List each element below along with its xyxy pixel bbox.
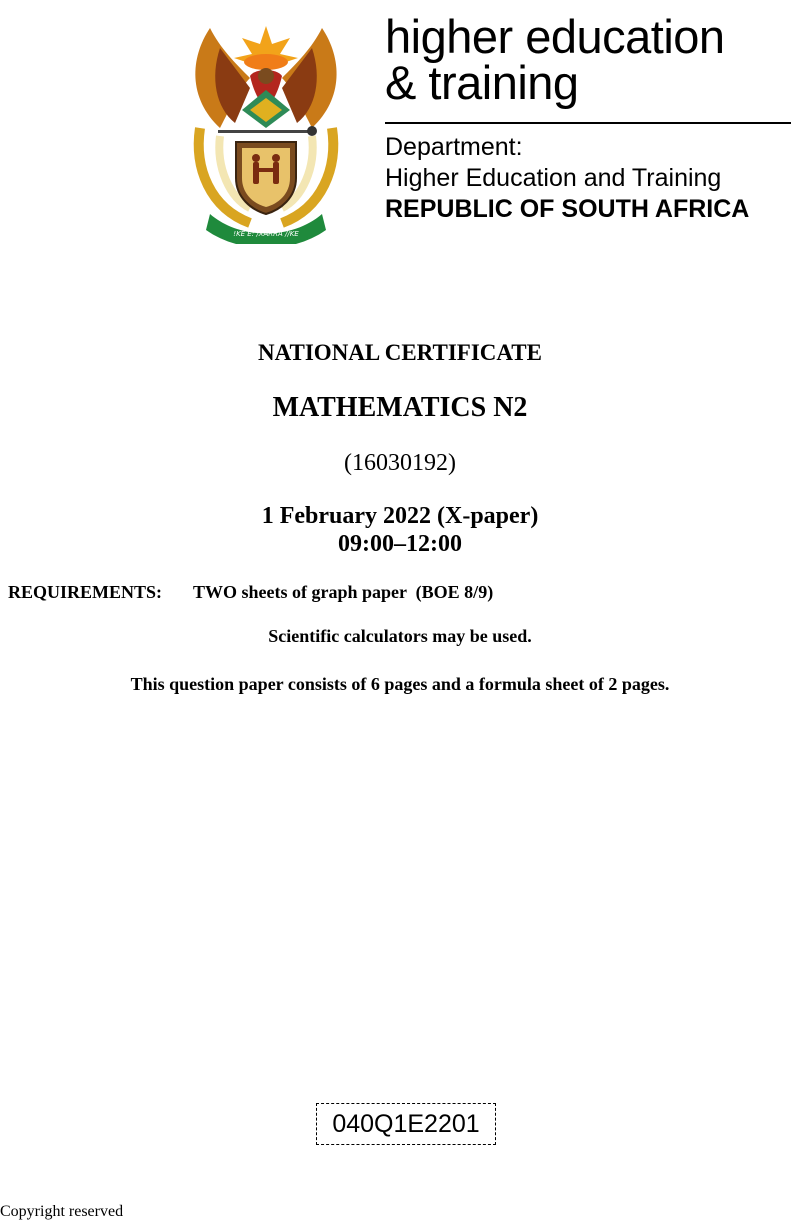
calculator-note: Scientific calculators may be used. — [268, 626, 532, 646]
copyright-notice: Copyright reserved — [0, 1203, 124, 1220]
dept-line-1: Department: — [385, 133, 523, 161]
page-count-note: This question paper consists of 6 pages and a formula sheet of 2 pages. — [130, 674, 670, 694]
exam-date-time — [0, 502, 800, 558]
requirements — [8, 582, 493, 603]
paper-code-box: 040Q1E2201 — [316, 1103, 496, 1145]
exam-time: 09:00–12:00 — [338, 531, 462, 557]
dept-line-2: Higher Education and Training — [385, 164, 722, 192]
subject-title: MATHEMATICS N2 — [272, 392, 528, 423]
certificate-title: NATIONAL CERTIFICATE — [258, 340, 542, 365]
exam-date: 1 February 2022 (X-paper) — [261, 503, 539, 529]
brand-divider — [385, 122, 791, 124]
dept-line-3: REPUBLIC OF SOUTH AFRICA — [385, 195, 750, 223]
brand-line-1: higher education — [385, 10, 725, 63]
sun-icon — [234, 26, 298, 70]
brand-line-2: & training — [385, 56, 579, 109]
subject-code: (16030192) — [344, 450, 456, 476]
department-text — [385, 132, 749, 225]
requirements-label: REQUIREMENTS: — [8, 582, 163, 602]
coat-of-arms-logo — [180, 18, 352, 244]
department-branding — [385, 10, 795, 223]
motto-text: !KE E: /XARRA //KE — [233, 230, 299, 238]
requirements-value: TWO sheets of graph paper (BOE 8/9) — [193, 582, 494, 602]
